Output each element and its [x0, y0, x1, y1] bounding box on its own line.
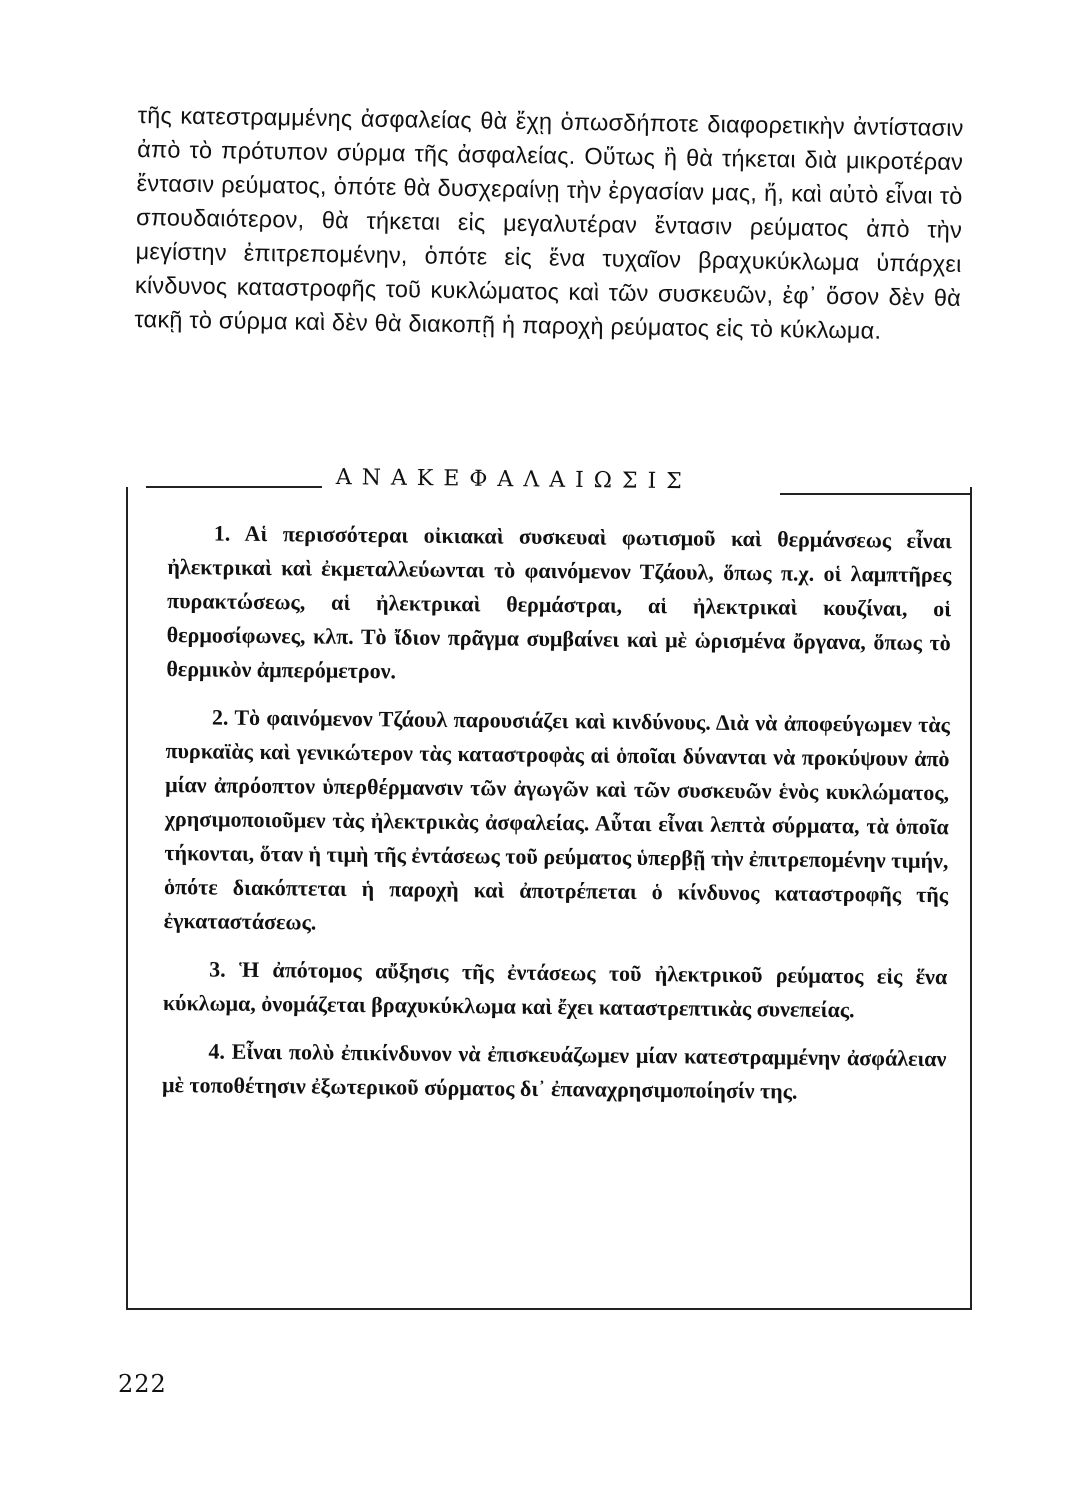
- summary-item-1-text: Αἱ περισσότεραι οἰκιακαὶ συσκευαὶ φωτισμοῦ καὶ θερμάνσεως εἶναι ἠλεκτρικαὶ καὶ ἐκμεταλλεύωνται τὸ φαινόμενον Τζάουλ, ὅπως π.χ. οἱ λαμπτῆρες πυρακτώσεως, αἱ ἠλεκτρικαὶ θερμάστραι, αἱ ἠλεκτρικαὶ κουζίναι, οἱ θερμοσίφωνες, κλπ. Τὸ ἴδιον πρᾶγμα συμβαίνει καὶ μὲ ὡρισμένα ὄργανα, ὅπως τὸ θερμικὸν ἀμπερόμετρον.: [166, 520, 952, 684]
- summary-title: ΑΝΑΚΕΦΑΛΑΙΩΣΙΣ: [335, 465, 692, 495]
- summary-item-2-number: 2.: [211, 704, 229, 730]
- page-number: 222: [118, 1370, 167, 1398]
- summary-item-2: [164, 700, 950, 946]
- intro-paragraph: τῆς κατεστραμμένης ἀσφαλείας θὰ ἔχῃ ὁπωσδήποτε διαφορετικὴν ἀντίστασιν ἀπὸ τὸ πρότυπον σύρμα τῆς ἀσφαλείας. Οὕτως ἢ θὰ τήκεται διὰ μικροτέραν ἔντασιν ρεύματος, ὁπότε θὰ δυσχεραίνῃ τὴν ἐργασίαν μας, ἤ, καὶ αὐτὸ εἶναι τὸ σπουδαιότερον, θὰ τήκεται εἰς μεγαλυτέραν ἔντασιν ρεύματος ἀπὸ τὴν μεγίστην ἐπιτρεπομένην, ὁπότε εἰς ἕνα τυχαῖον βραχυκύκλωμα ὑπάρχει κίνδυνος καταστροφῆς τοῦ κυκλώματος καὶ τῶν συσκευῶν, ἐφ᾽ ὅσον δὲν θὰ τακῇ τὸ σύρμα καὶ δὲν θὰ διακοπῇ ἡ παροχὴ ρεύματος εἰς τὸ κύκλωμα.: [134, 101, 964, 344]
- summary-item-4-number: 4.: [208, 1038, 226, 1064]
- summary-item-1-number: 1.: [213, 520, 231, 546]
- summary-item-1: [166, 516, 952, 694]
- summary-item-4: [162, 1034, 947, 1110]
- summary-content: [162, 516, 952, 1110]
- summary-item-4-text: Εἶναι πολὺ ἐπικίνδυνον νὰ ἐπισκευάζωμεν μίαν κατεστραμμένην ἀσφάλειαν μὲ τοποθέτησιν ἐξωτερικοῦ σύρματος δι᾽ ἐπαναχρησιμοποίησίν της.: [161, 1038, 947, 1104]
- summary-item-3-number: 3.: [209, 956, 226, 982]
- summary-item-3-text: Ἡ ἀπότομος αὔξησις τῆς ἐντάσεως τοῦ ἠλεκτρικοῦ ρεύματος εἰς ἕνα κύκλωμα, ὀνομάζεται βραχυκύκλωμα καὶ ἔχει καταστρεπτικὰς συνεπείας.: [162, 956, 948, 1023]
- summary-item-3: [163, 952, 948, 1028]
- summary-item-2-text: Τὸ φαινόμενον Τζάουλ παρουσιάζει καὶ κινδύνους. Διὰ νὰ ἀποφεύγωμεν τὰς πυρκαϊὰς καὶ γενικώτερον τὰς καταστροφὰς αἱ ὁποῖαι δύνανται νὰ προκύψουν ἀπὸ μίαν ἀπρόοπτον ὑπερθέρμανσιν τῶν ἀγωγῶν καὶ τῶν συσκευῶν ἑνὸς κυκλώματος, χρησιμοποιοῦμεν τὰς ἠλεκτρικὰς ἀσφαλείας. Αὗται εἶναι λεπτὰ σύρματα, τὰ ὁποῖα τήκονται, ὅταν ἡ τιμὴ τῆς ἐντάσεως τοῦ ρεύματος ὑπερβῇ τὴν ἐπιτρεπομένην τιμήν, ὁπότε διακόπτεται ἡ παροχὴ καὶ ἀποτρέπεται ὁ κίνδυνος καταστροφῆς τῆς ἐγκαταστάσεως.: [163, 704, 950, 935]
